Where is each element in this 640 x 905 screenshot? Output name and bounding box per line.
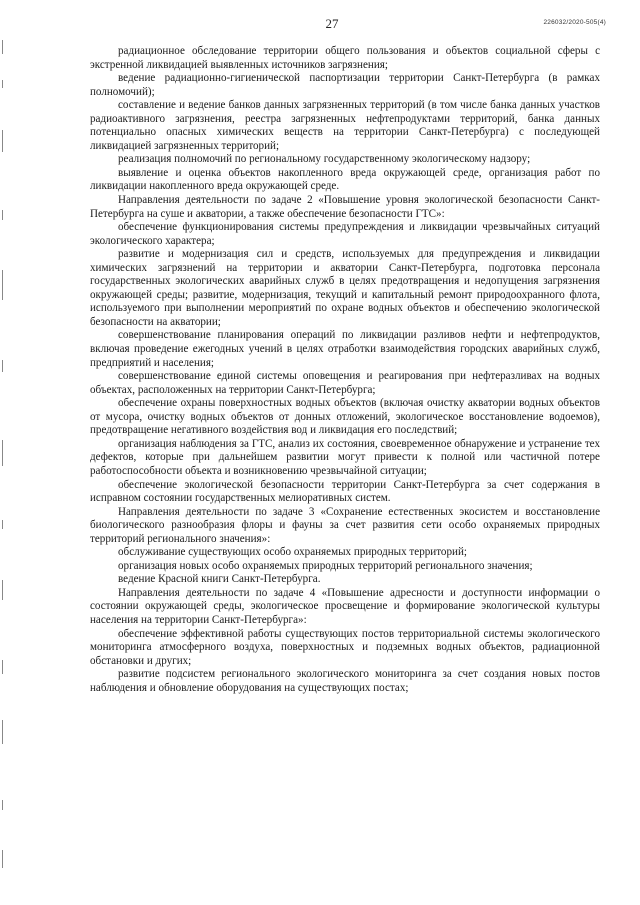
paragraph: ведение Красной книги Санкт-Петербурга. <box>118 573 321 586</box>
document-code: 226032/2020-505(4) <box>543 19 606 26</box>
page-number: 27 <box>325 16 339 31</box>
paragraph: развитие подсистем регионального экологического мониторинга за счет создания новых постов наблюдения и обновление оборудования на существующих постах; <box>90 668 600 694</box>
paragraph: обеспечение эффективной работы существующих постов территориальной системы экологического мониторинга атмосферного воздуха, поверхностных и подземных водных объектов, радиационной обстановки и других; <box>90 627 600 667</box>
paragraph: совершенствование планирования операций по ликвидации разливов нефти и нефтепродуктов, включая проведение ежегодных учений в целях отработки взаимодействия городских аварийных служб, предприятий и населения; <box>90 329 600 369</box>
paragraph: ведение радиационно-гигиенической паспортизации территории Санкт-Петербурга (в рамках полномочий); <box>90 72 600 98</box>
document-body <box>90 45 600 695</box>
scan-margin-marks <box>2 20 10 890</box>
paragraph: совершенствование единой системы оповещения и реагирования при нефтеразливах на водных объектах, расположенных на территории Санкт-Петербурга; <box>90 370 600 396</box>
paragraph: радиационное обследование территории общего пользования и объектов социальной сферы с экстренной ликвидацией выявленных источников загрязнения; <box>90 45 600 71</box>
paragraph: Направления деятельности по задаче 3 «Сохранение естественных экосистем и восстановление биологического разнообразия флоры и фауны за счет развития сети особо охраняемых природных территорий регионального значения»: <box>90 505 600 545</box>
paragraph: составление и ведение банков данных загрязненных территорий (в том числе банка данных участков радиоактивного загрязнения, реестра загрязненных нефтепродуктами территорий, банка данных потенциально опасных химических веществ на территории Санкт-Петербурга) с последующей ликвидацией загрязненных территорий; <box>90 99 600 152</box>
paragraph: выявление и оценка объектов накопленного вреда окружающей среде, организация работ по ликвидации накопленного вреда окружающей среде. <box>90 166 600 193</box>
paragraph: обеспечение охраны поверхностных водных объектов (включая очистку акватории водных объектов от мусора, очистку водных объектов от донных отложений, экологическое восстановление водоемов), предотвращение негативного воздействия вод и ликвидация его последствий; <box>90 397 600 437</box>
paragraph: развитие и модернизация сил и средств, используемых для предупреждения и ликвидации химических загрязнений на территории и акватории Санкт-Петербурга, подготовка персонала государственных экологических аварийных служб в целях предотвращения и недопущения загрязнения окружающей среды; развитие, модернизация, текущий и капитальный ремонт природоохранного флота, используемого при выполнении мероприятий по охране водных объектов и обеспечению экологической безопасности на акватории; <box>90 248 600 328</box>
paragraph: реализация полномочий по региональному государственному экологическому надзору; <box>118 153 531 166</box>
paragraph: организация наблюдения за ГТС, анализ их состояния, своевременное обнаружение и устранение тех дефектов, которые при дальнейшем развитии могут привести к полной или частичной потере работоспособности объекта и возникновению чрезвычайной ситуации; <box>90 437 600 477</box>
paragraph: организация новых особо охраняемых природных территорий регионального значения; <box>118 559 533 572</box>
paragraph: Направления деятельности по задаче 2 «Повышение уровня экологической безопасности Санкт-Петербурга на суше и акватории, а также обеспечение безопасности ГТС»: <box>90 194 600 220</box>
paragraph: обеспечение функционирования системы предупреждения и ликвидации чрезвычайных ситуаций экологического характера; <box>90 221 600 247</box>
paragraph: обслуживание существующих особо охраняемых природных территорий; <box>118 546 467 559</box>
paragraph: обеспечение экологической безопасности территории Санкт-Петербурга за счет содержания в исправном состоянии государственных мелиоративных систем. <box>90 478 600 505</box>
paragraph: Направления деятельности по задаче 4 «Повышение адресности и доступности информации о состоянии окружающей среды, экологическое просвещение и формирование экологической культуры населения на территории Санкт-Петербурга»: <box>90 586 600 626</box>
